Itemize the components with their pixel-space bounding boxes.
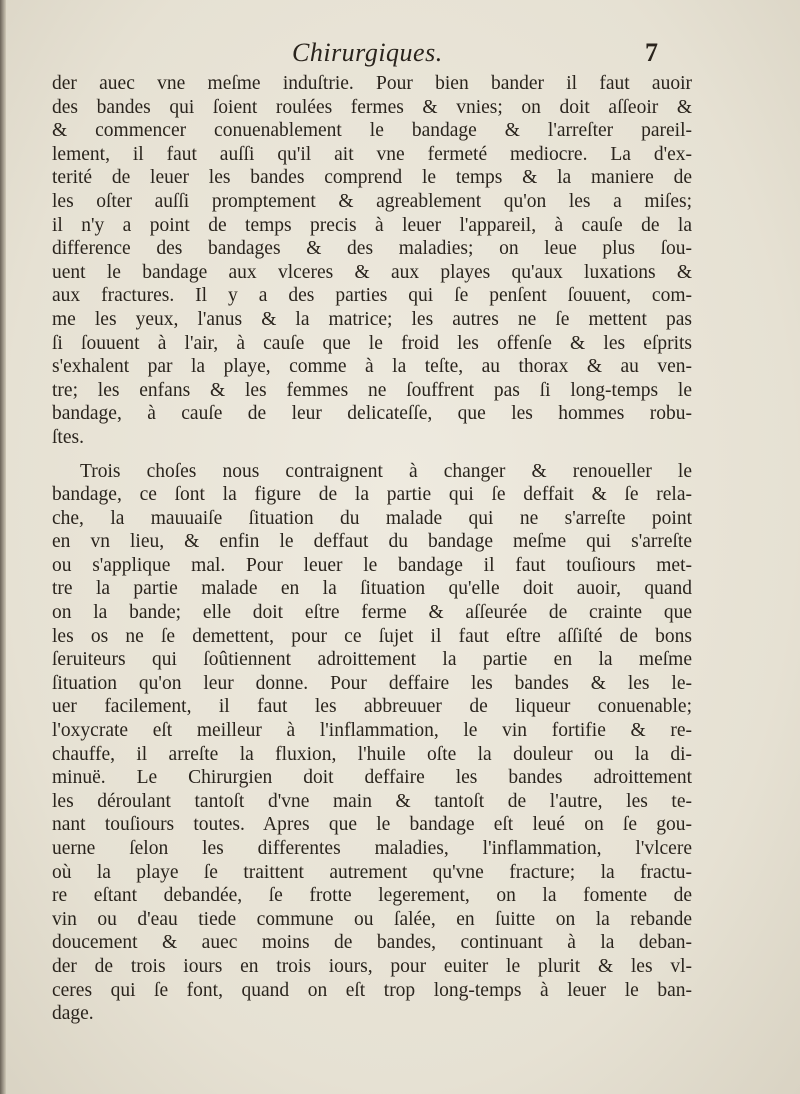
text-line: minuë. Le Chirurgien doit deffaire les bandes adroittement [52,767,692,789]
text-line: & commencer conuenablement le bandage & l'arreſter pareil- [52,120,692,142]
text-line: en vn lieu, & enfin le deffaut du bandage meſme qui s'arreſte [52,531,692,553]
text-line: nant touſiours toutes. Apres que le bandage eſt leué on ſe gou- [52,814,692,836]
text-line: chauffe, il arreſte la fluxion, l'huile oſte la douleur ou la di- [52,743,692,765]
text-line: doucement & auec moins de bandes, continuant à la deban- [52,932,692,954]
page-number: 7 [645,38,658,67]
text-line: vin ou d'eau tiede commune ou ſalée, en ſuitte on la rebande [52,908,692,930]
paragraph [52,460,692,1026]
text-line: aux fractures. Il y a des parties qui ſe penſent ſouuent, com- [52,285,692,307]
text-line: difference des bandages & des maladies; on leue plus ſou- [52,238,692,260]
text-line: les déroulant tantoſt d'vne main & tantoſt de l'autre, les te- [52,790,692,812]
text-line: bandage, ce ſont la figure de la partie qui ſe deffait & ſe rela- [52,484,692,506]
body-text [52,72,692,1026]
running-head [0,32,800,72]
text-line: der auec vne meſme induſtrie. Pour bien bander il faut auoir [52,73,692,94]
text-line: des bandes qui ſoient roulées fermes & vnies; on doit aſſeoir & [52,96,692,118]
text-line: uer facilement, il faut les abbreuuer de liqueur conuenable; [52,696,692,718]
text-line: on la bande; elle doit eſtre ferme & aſſeurée de crainte que [52,602,692,624]
text-line: re eſtant debandée, ſe frotte legerement, on la fomente de [52,885,692,907]
text-line: il n'y a point de temps precis à leuer l'appareil, à cauſe de la [52,214,692,236]
text-line: les oſter auſſi promptement & agreablement qu'on les a miſes; [52,190,692,212]
text-line: me les yeux, l'anus & la matrice; les autres ne ſe mettent pas [52,308,692,330]
text-line: ſi ſouuent à l'air, à cauſe que le froid les offenſe & les eſprits [52,332,692,354]
text-line: uent le bandage aux vlceres & aux playes qu'aux luxations & [52,261,692,283]
text-line: ou s'applique mal. Pour leuer le bandage il faut touſiours met- [52,554,692,576]
text-line: les os ne ſe demettent, pour ce ſujet il faut eſtre aſſiſté de bons [52,625,692,647]
text-line: ceres qui ſe font, quand on eſt trop long-temps à leuer le ban- [52,979,692,1001]
text-line: l'oxycrate eſt meilleur à l'inflammation, le vin fortifie & re- [52,720,692,742]
text-line: der de trois iours en trois iours, pour euiter le plurit & les vl- [52,955,692,977]
paragraph [52,72,692,450]
text-line: ſituation qu'on leur donne. Pour deffaire les bandes & les le- [52,672,692,694]
text-line: uerne ſelon les differentes maladies, l'inflammation, l'vlcere [52,838,692,859]
text-line: tre; les enfans & les femmes ne ſouffrent pas ſi long-temps le [52,379,692,401]
text-line: bandage, à cauſe de leur delicateſſe, que les hommes robu- [52,403,692,425]
text-line: che, la mauuaiſe ſituation du malade qui ne s'arreſte point [52,507,692,529]
text-line: dage. [52,1003,94,1025]
text-line: Trois choſes nous contraignent à changer & renoueller le [80,460,692,482]
text-line: ſtes. [52,426,84,448]
text-line: ſeruiteurs qui ſoûtiennent adroittement la partie en la meſme [52,649,692,671]
page-spine-shadow [0,0,6,1094]
text-line: où la playe ſe traittent autrement qu'vne fracture; la fractu- [52,861,692,883]
running-title: Chirurgiques. [292,38,443,67]
text-line: tre la partie malade en la ſituation qu'elle doit auoir, quand [52,578,692,600]
text-line: terité de leuer les bandes comprend le temps & la maniere de [52,167,692,189]
text-line: lement, il faut auſſi qu'il ait vne fermeté mediocre. La d'ex- [52,143,692,165]
text-line: s'exhalent par la playe, comme à la teſte, au thorax & au ven- [52,356,692,378]
paragraph-gap [52,450,692,460]
